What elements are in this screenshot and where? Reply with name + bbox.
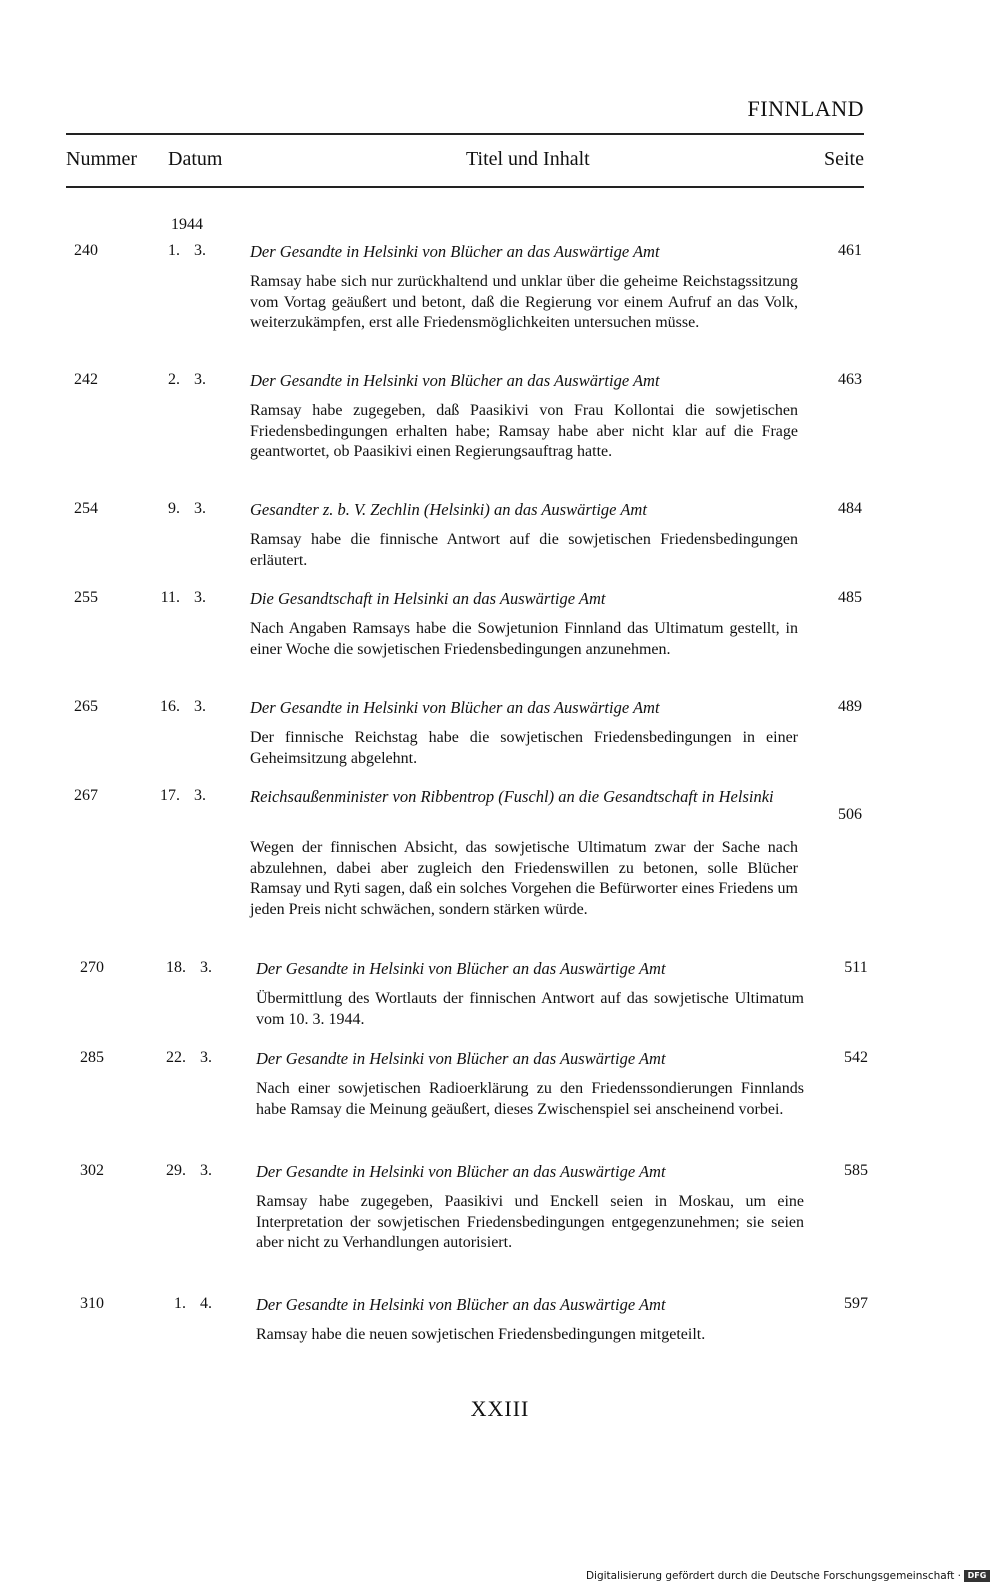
entry-month: 3. bbox=[200, 1049, 212, 1066]
entry-day: 9. bbox=[168, 500, 180, 517]
year-label: 1944 bbox=[171, 216, 203, 233]
column-header-titel: Titel und Inhalt bbox=[466, 148, 590, 170]
entry-title: Der Gesandte in Helsinki von Blücher an das Auswärtige Amt bbox=[250, 242, 660, 261]
entry-page: 542 bbox=[844, 1049, 868, 1066]
entry-day: 1. bbox=[174, 1295, 186, 1312]
entry-number: 254 bbox=[74, 500, 98, 517]
entry-page: 484 bbox=[838, 500, 862, 517]
entry-month: 4. bbox=[200, 1295, 212, 1312]
entry-title: Die Gesandtschaft in Helsinki an das Auswärtige Amt bbox=[250, 589, 606, 608]
entry-day: 16. bbox=[160, 698, 180, 715]
column-header-nummer: Nummer bbox=[66, 148, 138, 170]
footer-credit bbox=[586, 1570, 990, 1582]
entry-summary: Ramsay habe die finnische Antwort auf die sowjetischen Friedensbedingungen erläutert. bbox=[250, 531, 798, 569]
entry-page: 485 bbox=[838, 589, 862, 606]
header-rule-bottom bbox=[66, 186, 864, 188]
entry-page: 463 bbox=[838, 371, 862, 388]
entry-month: 3. bbox=[200, 959, 212, 976]
entry-number: 240 bbox=[74, 242, 98, 259]
entry-summary: Ramsay habe zugegeben, daß Paasikivi von Frau Kollontai die sowjetischen Friedensbedingungen erhalten habe; Ramsay habe aber nicht klar auf die Frage geantwortet, ob Paasikivi einen Regierungsauftrag hatte. bbox=[250, 402, 798, 460]
entry-summary: Nach Angaben Ramsays habe die Sowjetunion Finnland das Ultimatum gestellt, in einer Woche die sowjetischen Friedensbedingungen anzunehmen. bbox=[250, 620, 798, 658]
entry-day: 29. bbox=[166, 1162, 186, 1179]
column-header-seite: Seite bbox=[824, 148, 864, 170]
entry-page: 597 bbox=[844, 1295, 868, 1312]
entry-number: 270 bbox=[80, 959, 104, 976]
entry-summary: Der finnische Reichstag habe die sowjetischen Friedensbedingungen in einer Geheimsitzung abgelehnt. bbox=[250, 729, 798, 767]
column-header-datum: Datum bbox=[168, 148, 223, 170]
entry-title: Der Gesandte in Helsinki von Blücher an das Auswärtige Amt bbox=[250, 371, 660, 390]
entry-number: 255 bbox=[74, 589, 98, 606]
entry-title: Der Gesandte in Helsinki von Blücher an das Auswärtige Amt bbox=[256, 959, 666, 978]
header-rule-top bbox=[66, 133, 864, 135]
entry-month: 3. bbox=[200, 1162, 212, 1179]
entry-number: 265 bbox=[74, 698, 98, 715]
entry-day: 11. bbox=[160, 589, 180, 606]
entry-title: Der Gesandte in Helsinki von Blücher an das Auswärtige Amt bbox=[256, 1162, 666, 1181]
entry-summary: Wegen der finnischen Absicht, das sowjetische Ultimatum zwar der Sache nach abzulehnen, dabei aber zugleich den Friedenswillen zu betonen, solle Blücher Ramsay und Ryti sagen, daß ein solches Vorgehen die Befürworter eines Friedens um jeden Preis nicht schwächen, sondern stärken würde. bbox=[250, 839, 798, 918]
entry-page: 506 bbox=[838, 806, 862, 823]
entry-summary: Ramsay habe die neuen sowjetischen Friedensbedingungen mitgeteilt. bbox=[256, 1326, 706, 1343]
entry-summary: Nach einer sowjetischen Radioerklärung zu den Friedenssondierungen Finnlands habe Ramsay die Meinung geäußert, dieses Zwischenspiel sei anscheinend vorbei. bbox=[256, 1080, 804, 1118]
entry-page: 489 bbox=[838, 698, 862, 715]
entry-month: 3. bbox=[194, 500, 206, 517]
entry-title: Der Gesandte in Helsinki von Blücher an das Auswärtige Amt bbox=[250, 698, 660, 717]
entry-page: 585 bbox=[844, 1162, 868, 1179]
entry-page: 461 bbox=[838, 242, 862, 259]
entry-day: 2. bbox=[168, 371, 180, 388]
entry-summary: Ramsay habe sich nur zurückhaltend und unklar über die geheime Reichstagssitzung vom Vortag geäußert und betont, daß die Regierung vor einem Aufruf an das Volk, weiterzukämpfen, erst alle Friedensmöglichkeiten untersuchen müsse. bbox=[250, 273, 798, 331]
dfg-logo-icon: DFG bbox=[964, 1570, 990, 1582]
entry-page: 511 bbox=[844, 959, 868, 976]
entry-day: 17. bbox=[160, 787, 180, 804]
entry-month: 3. bbox=[194, 787, 206, 804]
entry-month: 3. bbox=[194, 242, 206, 259]
entry-summary: Ramsay habe zugegeben, Paasikivi und Enckell seien in Moskau, um eine Interpretation der sowjetischen Friedensbedingungen entgegenzunehmen; sie seien aber nicht zu Verhandlungen autorisiert. bbox=[256, 1193, 804, 1251]
entry-month: 3. bbox=[194, 371, 206, 388]
entry-title: Der Gesandte in Helsinki von Blücher an das Auswärtige Amt bbox=[256, 1295, 666, 1314]
entry-number: 267 bbox=[74, 787, 98, 804]
page-folio: XXIII bbox=[470, 1396, 530, 1421]
entry-number: 285 bbox=[80, 1049, 104, 1066]
entry-number: 302 bbox=[80, 1162, 104, 1179]
entry-summary: Übermittlung des Wortlauts der finnischen Antwort auf das sowjetische Ultimatum vom 10. 3. 1944. bbox=[256, 990, 804, 1028]
entry-title: Der Gesandte in Helsinki von Blücher an das Auswärtige Amt bbox=[256, 1049, 666, 1068]
entry-number: 242 bbox=[74, 371, 98, 388]
entry-day: 18. bbox=[166, 959, 186, 976]
entry-day: 22. bbox=[166, 1049, 186, 1066]
section-title: FINNLAND bbox=[747, 96, 864, 121]
entry-number: 310 bbox=[80, 1295, 104, 1312]
entry-day: 1. bbox=[168, 242, 180, 259]
entry-title: Reichsaußenminister von Ribbentrop (Fuschl) an die Gesandtschaft in Helsinki bbox=[250, 787, 774, 806]
footer-text: Digitalisierung gefördert durch die Deutsche Forschungsgemeinschaft · bbox=[585, 1570, 961, 1582]
entry-month: 3. bbox=[194, 589, 206, 606]
entry-month: 3. bbox=[194, 698, 206, 715]
entry-title: Gesandter z. b. V. Zechlin (Helsinki) an das Auswärtige Amt bbox=[250, 500, 647, 519]
